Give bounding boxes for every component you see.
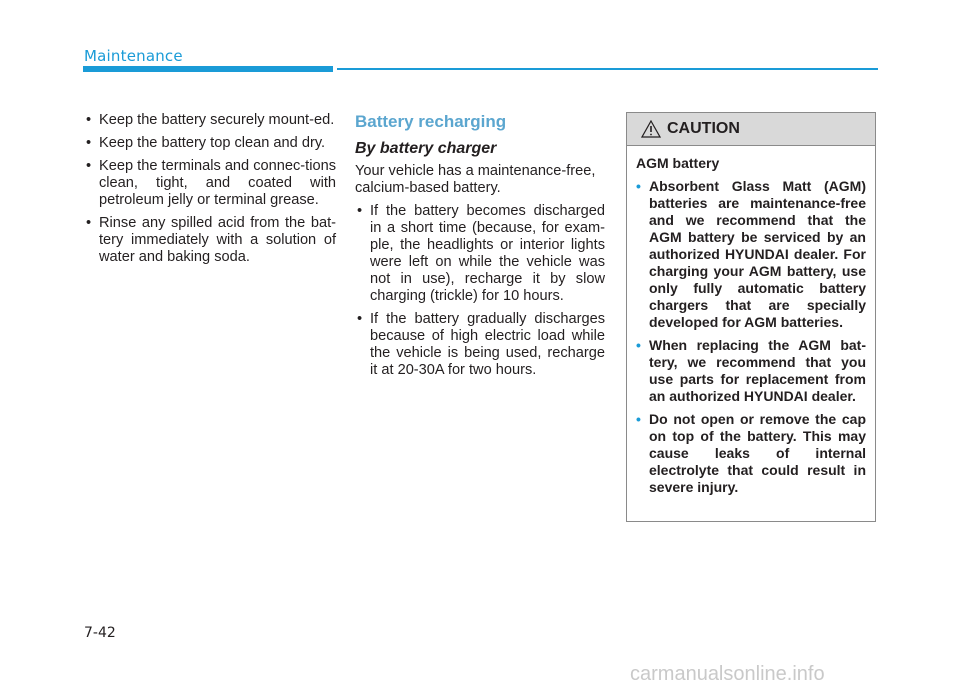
- list-item: • When replacing the AGM bat-tery, we recommend that you use parts for replacement from an authorized HYUNDAI dealer.: [636, 337, 866, 405]
- watermark: carmanualsonline.info: [630, 663, 825, 685]
- caution-title: CAUTION: [667, 120, 740, 137]
- list-item: • Keep the battery securely mount-ed.: [84, 112, 336, 129]
- list-item: • Keep the terminals and connec-tions clean, tight, and coated with petroleum jelly or terminal grease.: [84, 158, 336, 209]
- intro-paragraph: Your vehicle has a maintenance-free, calcium-based battery.: [355, 163, 596, 196]
- warning-triangle-icon: [641, 120, 661, 138]
- caution-box: [626, 112, 876, 522]
- list-item: • Rinse any spilled acid from the bat-tery immediately with a solution of water and baking soda.: [84, 215, 336, 266]
- recharge-list: [355, 203, 605, 379]
- battery-care-list: [84, 112, 336, 266]
- section-title: Battery recharging: [355, 112, 507, 131]
- list-item: • Absorbent Glass Matt (AGM) batteries are maintenance-free and we recommend that the AGM battery be serviced by an authorized HYUNDAI dealer. For charging your AGM battery, use only fully automatic battery chargers that are specially developed for AGM batteries.: [636, 178, 866, 331]
- section-header-title: Maintenance: [84, 47, 183, 65]
- page-number: 7-42: [84, 625, 116, 641]
- header-rule-thick: [83, 66, 333, 72]
- caution-list: [636, 178, 866, 496]
- left-column: [84, 112, 336, 272]
- subsection-title: By battery charger: [355, 140, 497, 157]
- caution-header: [627, 113, 875, 146]
- caution-lead: AGM battery: [636, 155, 720, 171]
- list-item: • If the battery gradually discharges because of high electric load while the vehicle is being used, recharge it at 20-30A for two hours.: [355, 311, 605, 379]
- list-item: • Keep the battery top clean and dry.: [84, 135, 336, 152]
- list-item: • Do not open or remove the cap on top of the battery. This may cause leaks of internal electrolyte that could result in severe injury.: [636, 411, 866, 496]
- caution-body: [627, 146, 875, 496]
- middle-column: [355, 112, 605, 385]
- list-item: • If the battery becomes discharged in a short time (because, for exam-ple, the headlights or interior lights were left on while the vehicle was not in use), recharge it by slow charging (trickle) for 10 hours.: [355, 203, 605, 305]
- header-rule-thin: [337, 68, 878, 70]
